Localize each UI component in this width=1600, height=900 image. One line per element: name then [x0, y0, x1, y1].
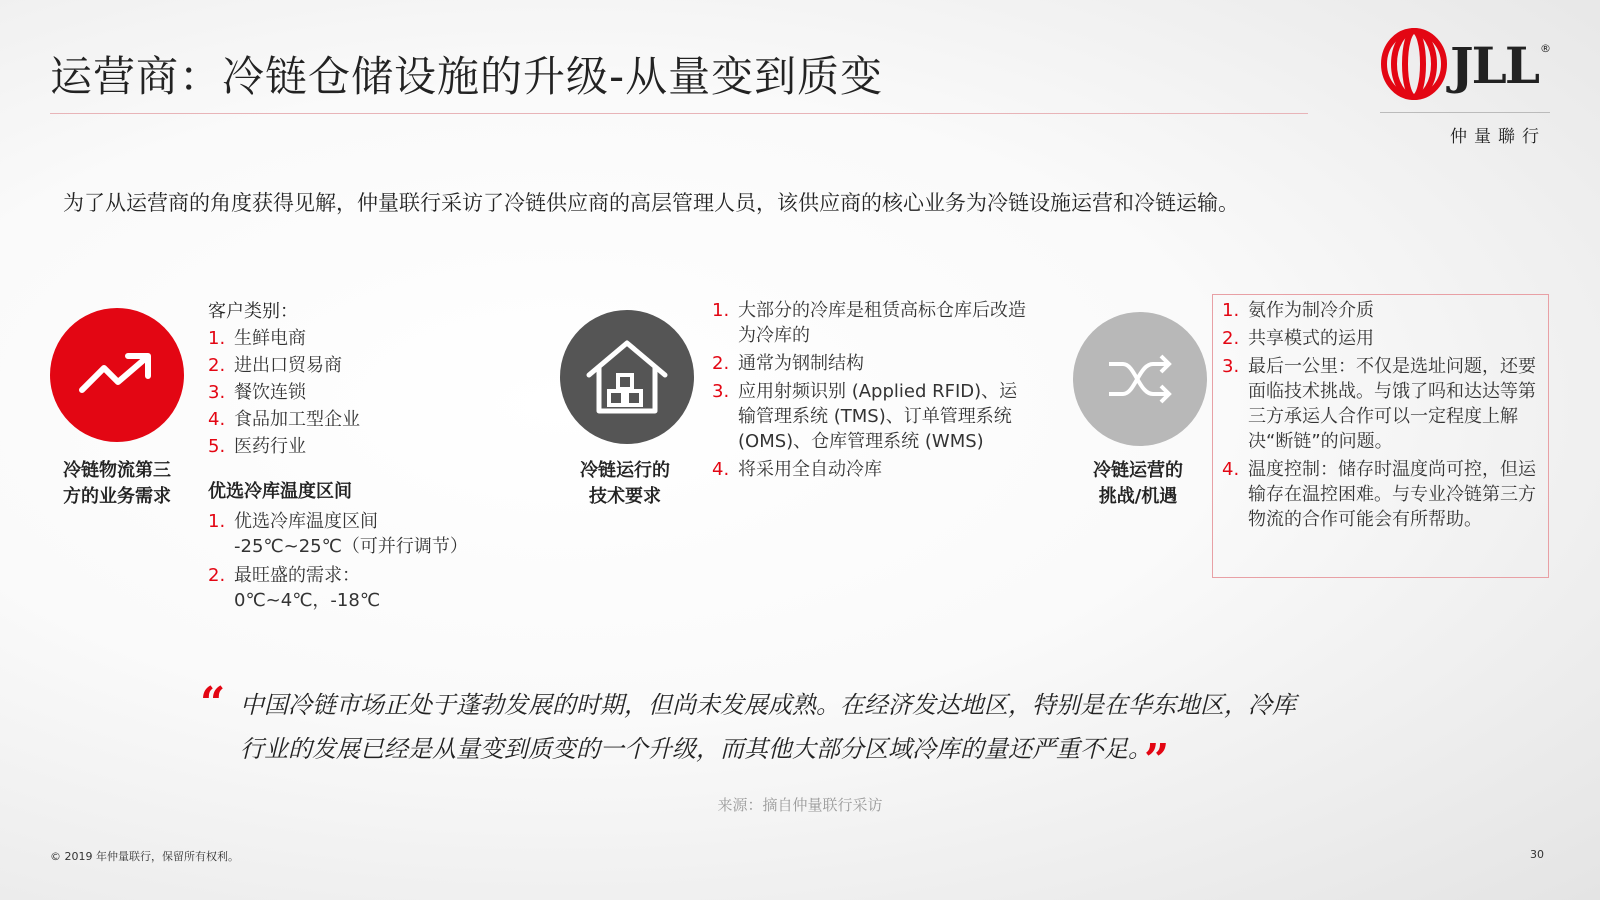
logo-subtitle: 仲量聯行 [1450, 127, 1546, 147]
list-item: 5. 医药行业 [208, 433, 508, 460]
list-item: 1. 优选冷库温度区间 -25℃~25℃（可并行调节） [208, 511, 468, 557]
intro-paragraph: 为了从运营商的角度获得见解，仲量联行采访了冷链供应商的高层管理人员，该供应商的核心业务为冷链设施运营和冷链运输。 [63, 191, 1239, 215]
warehouse-house-icon [585, 337, 669, 417]
business-demand-label [42, 458, 192, 510]
list-item: 3. 应用射频识别 (Applied RFID)、运输管理系统 (TMS)、订单管理系统 (OMS)、仓库管理系统 (WMS) [712, 381, 1018, 452]
list-number: 4. [1222, 459, 1240, 480]
list-number: 1. [1222, 300, 1240, 321]
list-number: 4. [208, 409, 226, 430]
challenges-opportunities-circle [1073, 312, 1207, 446]
list-item: 2. 共享模式的运用 [1222, 328, 1374, 349]
label-line: 技术要求 [589, 486, 661, 507]
logo-divider [1380, 112, 1550, 113]
list-item: 1. 氨作为制冷介质 [1222, 300, 1374, 321]
list-number: 2. [712, 353, 730, 374]
page-title: 运营商：冷链仓储设施的升级-从量变到质变 [50, 52, 884, 101]
list-item: 2. 进出口贸易商 [208, 352, 508, 379]
label-line: 冷链运营的 [1093, 460, 1183, 481]
list-number: 3. [208, 382, 226, 403]
quote-body: 中国冷链市场正处于蓬勃发展的时期，但尚未发展成熟。在经济发达地区，特别是在华东地区，冷库行业的发展已经是从量变到质变的一个升级，而其他大部分区域冷库的量还严重不足。 [240, 691, 1296, 763]
technical-requirements-list [712, 298, 1032, 482]
list-number: 5. [208, 436, 226, 457]
temperature-list [208, 509, 508, 613]
quote-text [240, 683, 1300, 786]
quote-close-mark: ” [1144, 735, 1170, 786]
business-demand-circle [50, 308, 184, 442]
technical-requirements-circle [560, 310, 694, 444]
quote-open-mark: “ [200, 678, 226, 729]
customer-list [208, 325, 508, 460]
technical-requirements-label [550, 458, 700, 510]
logo-brand-text: JLL [1450, 36, 1538, 95]
list-number: 3. [1222, 356, 1240, 377]
list-number: 3. [712, 381, 730, 402]
list-number: 2. [208, 565, 226, 586]
label-line: 冷链运行的 [580, 460, 670, 481]
list-number: 4. [712, 459, 730, 480]
list-item: 4. 将采用全自动冷库 [712, 459, 882, 480]
title-divider [50, 113, 1308, 114]
list-number: 1. [712, 300, 730, 321]
list-item: 1. 生鲜电商 [208, 325, 508, 352]
challenges-list [1222, 298, 1542, 532]
logo-registered-mark: ® [1540, 42, 1551, 55]
label-line: 挑战/机遇 [1098, 486, 1178, 507]
list-number: 2. [208, 355, 226, 376]
label-line: 方的业务需求 [63, 486, 171, 507]
list-item: 4. 温度控制：储存时温度尚可控，但运输存在温控困难。与专业冷链第三方物流的合作可能会有所帮助。 [1222, 459, 1536, 530]
list-number: 1. [208, 511, 226, 532]
list-item: 2. 最旺盛的需求： 0℃~4℃，-18℃ [208, 565, 381, 611]
challenges-opportunities-label [1063, 458, 1213, 510]
list-item: 2. 通常为钢制结构 [712, 353, 864, 374]
temperature-range-heading: 优选冷库温度区间 [208, 481, 352, 502]
trend-up-arrow-icon [78, 350, 156, 400]
list-item: 4. 食品加工型企业 [208, 406, 508, 433]
source-note: 来源：摘自仲量联行采访 [717, 796, 883, 814]
list-number: 2. [1222, 328, 1240, 349]
page-number: 30 [1530, 848, 1544, 861]
copyright: © 2019 年仲量联行，保留所有权利。 [50, 850, 239, 863]
list-item: 3. 最后一公里：不仅是选址问题，还要面临技术挑战。与饿了吗和达达等第三方承运人合作可以一定程度上解决“断链”的问题。 [1222, 356, 1536, 452]
list-number: 1. [208, 328, 226, 349]
customer-and-temperature-column [208, 298, 508, 613]
technical-requirements-column [712, 298, 1032, 485]
challenges-opportunities-column [1222, 298, 1542, 535]
label-line: 冷链物流第三 [63, 460, 171, 481]
shuffle-arrows-icon [1105, 352, 1175, 406]
list-item: 1. 大部分的冷库是租赁高标仓库后改造为冷库的 [712, 300, 1026, 346]
list-item: 3. 餐饮连锁 [208, 379, 508, 406]
customer-category-heading: 客户类别： [208, 301, 298, 322]
